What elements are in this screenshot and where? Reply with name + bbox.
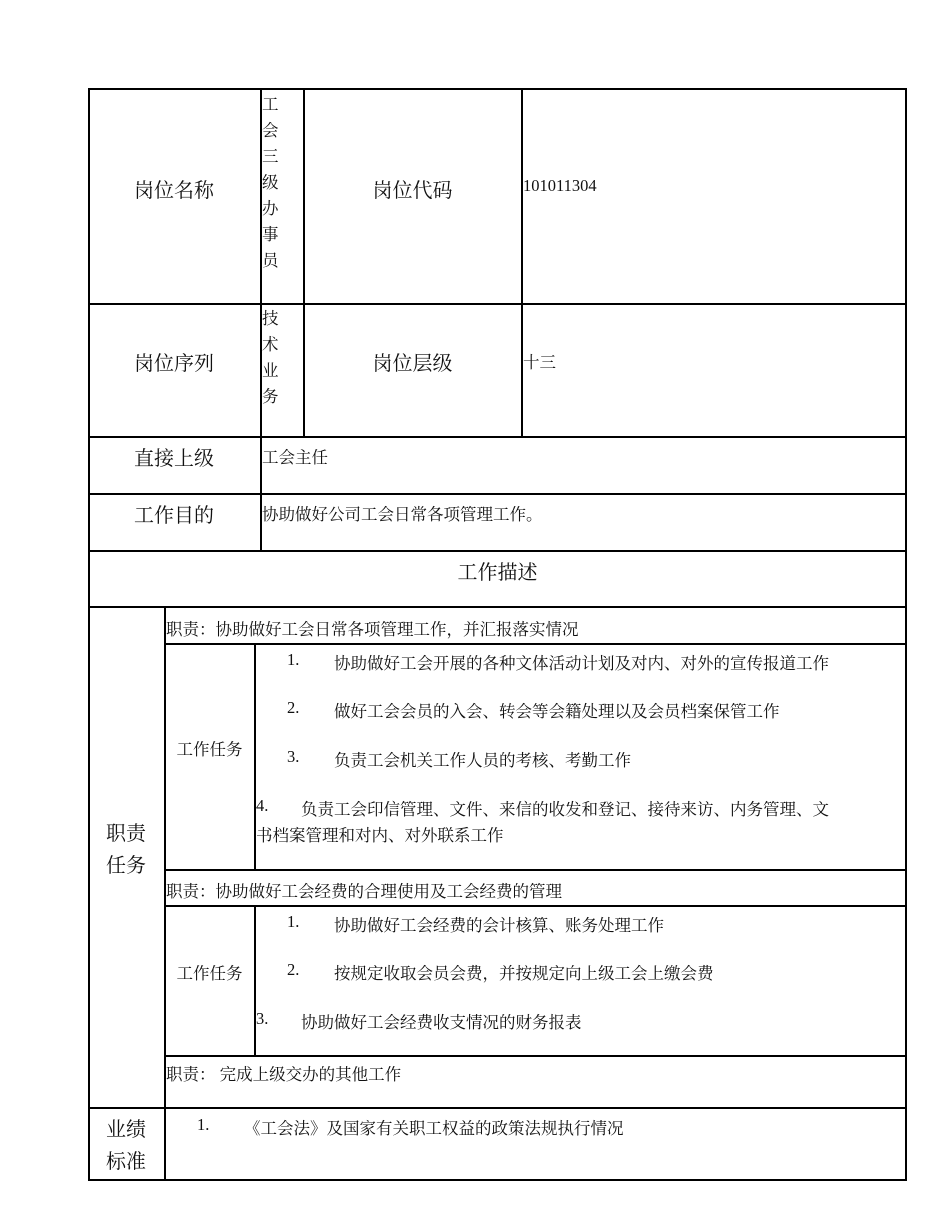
- row-divider: [165, 869, 907, 871]
- post-name-value: 工会三级办事员: [262, 95, 279, 270]
- performance-text: 《工会法》及国家有关职工权益的政策法规执行情况: [244, 1119, 624, 1138]
- post-series-value: 技术业务: [262, 309, 279, 406]
- purpose-value: 协助做好公司工会日常各项管理工作。: [262, 505, 543, 524]
- col-divider: [254, 905, 256, 1055]
- duty-title: 职责：协助做好工会日常各项管理工作，并汇报落实情况: [166, 620, 579, 639]
- task-num: 2.: [287, 960, 300, 979]
- table-border: [88, 1179, 907, 1181]
- tasks-label: 工作任务: [176, 964, 243, 983]
- performance-label: [88, 1114, 164, 1178]
- row-divider: [88, 606, 907, 608]
- task-num: 4.: [256, 796, 269, 815]
- post-series-label: 岗位序列: [134, 353, 214, 375]
- row-divider: [165, 643, 907, 645]
- task-text-continued: 书档案管理和对内、对外联系工作: [256, 826, 504, 845]
- superior-label: 直接上级: [134, 448, 214, 470]
- task-text: 按规定收取会员会费，并按规定向上级工会上缴会费: [334, 964, 714, 983]
- post-level-value: 十三: [523, 353, 556, 372]
- task-text: 协助做好工会经费的会计核算、账务处理工作: [334, 916, 664, 935]
- col-divider: [303, 88, 305, 436]
- row-divider: [165, 1055, 907, 1057]
- table-border: [905, 88, 907, 1181]
- task-num: 2.: [287, 698, 300, 717]
- duties-label-line: 任务: [106, 855, 146, 877]
- col-divider: [521, 88, 523, 436]
- tasks-label: 工作任务: [176, 740, 243, 759]
- performance-label-line: 业绩: [106, 1119, 146, 1141]
- row-divider: [88, 436, 907, 438]
- post-name-label: 岗位名称: [134, 180, 214, 202]
- row-divider: [165, 905, 907, 907]
- task-num: 3.: [256, 1009, 269, 1028]
- performance-label-line: 标准: [106, 1151, 146, 1173]
- duty-title: 职责：协助做好工会经费的合理使用及工会经费的管理: [166, 882, 562, 901]
- task-num: 1.: [287, 650, 300, 669]
- post-level-label: 岗位层级: [372, 353, 453, 375]
- task-text: 负责工会印信管理、文件、来信的收发和登记、接待来访、内务管理、文: [301, 800, 829, 819]
- table-border: [88, 88, 907, 90]
- task-num: 3.: [287, 747, 300, 766]
- row-divider: [88, 493, 907, 495]
- superior-value: 工会主任: [262, 448, 328, 467]
- table-border: [88, 88, 90, 1181]
- row-divider: [88, 303, 907, 305]
- duty-title: 职责： 完成上级交办的其他工作: [166, 1065, 402, 1084]
- post-code-label: 岗位代码: [372, 180, 453, 202]
- description-title: 工作描述: [457, 562, 538, 584]
- row-divider: [88, 550, 907, 552]
- purpose-label: 工作目的: [134, 505, 214, 527]
- task-text: 协助做好工会经费收支情况的财务报表: [301, 1013, 582, 1032]
- task-text: 负责工会机关工作人员的考核、考勤工作: [334, 751, 631, 770]
- task-text: 协助做好工会开展的各种文体活动计划及对内、对外的宣传报道工作: [334, 654, 829, 673]
- task-text: 做好工会会员的入会、转会等会籍处理以及会员档案保管工作: [334, 702, 780, 721]
- duties-label: [88, 818, 164, 882]
- post-code-value: 101011304: [523, 176, 597, 195]
- task-num: 1.: [287, 912, 300, 931]
- performance-num: 1.: [197, 1115, 210, 1134]
- duties-label-line: 职责: [106, 823, 146, 845]
- row-divider: [88, 1107, 907, 1109]
